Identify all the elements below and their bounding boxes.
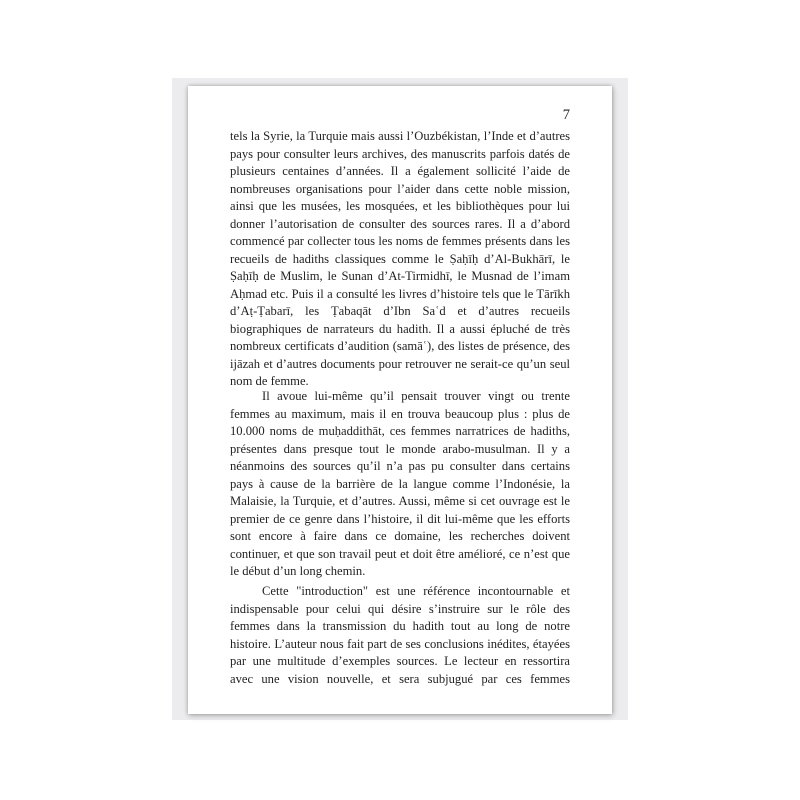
text-line: femmes au maximum, mais il en trouva beaucoup plus : plus de xyxy=(230,406,570,421)
text-line: femmes dans la transmission du hadith tout au long de notre xyxy=(230,619,570,633)
text-line: sont encore à faire dans ce domaine, les recherches doivent xyxy=(230,529,570,543)
text-line: ijāzah et d’autres documents pour retrouver ne serait-ce qu’un seul xyxy=(230,356,570,371)
text-line: histoire. L’auteur nous fait part de ses conclusions inédites, étayées xyxy=(230,636,570,651)
paragraph-2 xyxy=(230,388,570,581)
page-number: 7 xyxy=(562,107,570,123)
text-line: nom de femme. xyxy=(230,374,309,388)
text-line: Ṣaḥīḥ de Muslim, le Sunan d’At-Tirmidhī, le Musnad de l’imam xyxy=(230,269,570,283)
text-line: donner l’autorisation de consulter des sources rares. Il a d’abord xyxy=(230,216,570,231)
text-line: 10.000 noms de muḥaddithāt, ces femmes narratrices de hadiths, xyxy=(230,424,570,438)
text-line: indispensable pour celui qui désire s’instruire sur le rôle des xyxy=(230,601,570,616)
text-line: par une multitude d’exemples sources. Le lecteur en ressortira xyxy=(230,654,570,668)
text-line: Cette "introduction" est une référence incontournable et xyxy=(262,584,570,598)
text-line: continuer, et que son travail peut et doit être amélioré, ce n’est que xyxy=(230,546,570,561)
text-line: néanmoins des sources qu’il n’a pas pu consulter dans certains xyxy=(230,459,570,473)
text-line: Il avoue lui-même qu’il pensait trouver vingt ou trente xyxy=(262,389,570,403)
paragraph-1 xyxy=(230,128,570,391)
text-line: recueils de hadiths classiques comme le Ṣaḥīḥ d’Al-Bukhārī, le xyxy=(230,251,570,266)
text-line: avec une vision nouvelle, et sera subjugué par ces femmes xyxy=(230,671,570,686)
text-line: le début d’un long chemin. xyxy=(230,564,366,578)
text-line: présentes dans presque tout le monde arabo-musulman. Il y a xyxy=(230,441,570,456)
text-line: tels la Syrie, la Turquie mais aussi l’Ouzbékistan, l’Inde et d’autres xyxy=(230,129,570,143)
text-line: Malaisie, la Turquie, et d’autres. Aussi, même si cet ouvrage est le xyxy=(230,494,570,508)
text-line: ainsi que les musées, les mosquées, et les bibliothèques pour lui xyxy=(230,199,570,213)
text-line: pays à cause de la barrière de la langue comme l’Indonésie, la xyxy=(230,476,570,491)
text-line: d’Aṭ-Ṭabarī, les Ṭabaqāt d’Ibn Saʿd et d’autres recueils xyxy=(230,304,570,318)
paragraph-3 xyxy=(230,583,570,688)
text-line: biographiques de narrateurs du hadith. Il a aussi épluché de très xyxy=(230,321,570,336)
text-line: pays pour consulter leurs archives, des manuscrits parfois datés de xyxy=(230,146,570,161)
text-line: nombreux certificats d’audition (samāʿ), des listes de présence, des xyxy=(230,339,570,353)
text-line: Aḥmad etc. Puis il a consulté les livres d’histoire tels que le Tārīkh xyxy=(230,286,570,301)
text-line: plusieurs centaines d’années. Il a également sollicité l’aide de xyxy=(230,164,570,178)
text-line: premier de ce genre dans l’histoire, il dit lui-même que les efforts xyxy=(230,511,570,526)
text-line: commencé par collecter tous les noms de femmes présents dans les xyxy=(230,234,570,248)
text-line: nombreuses organisations pour l’aider dans cette noble mission, xyxy=(230,181,570,196)
